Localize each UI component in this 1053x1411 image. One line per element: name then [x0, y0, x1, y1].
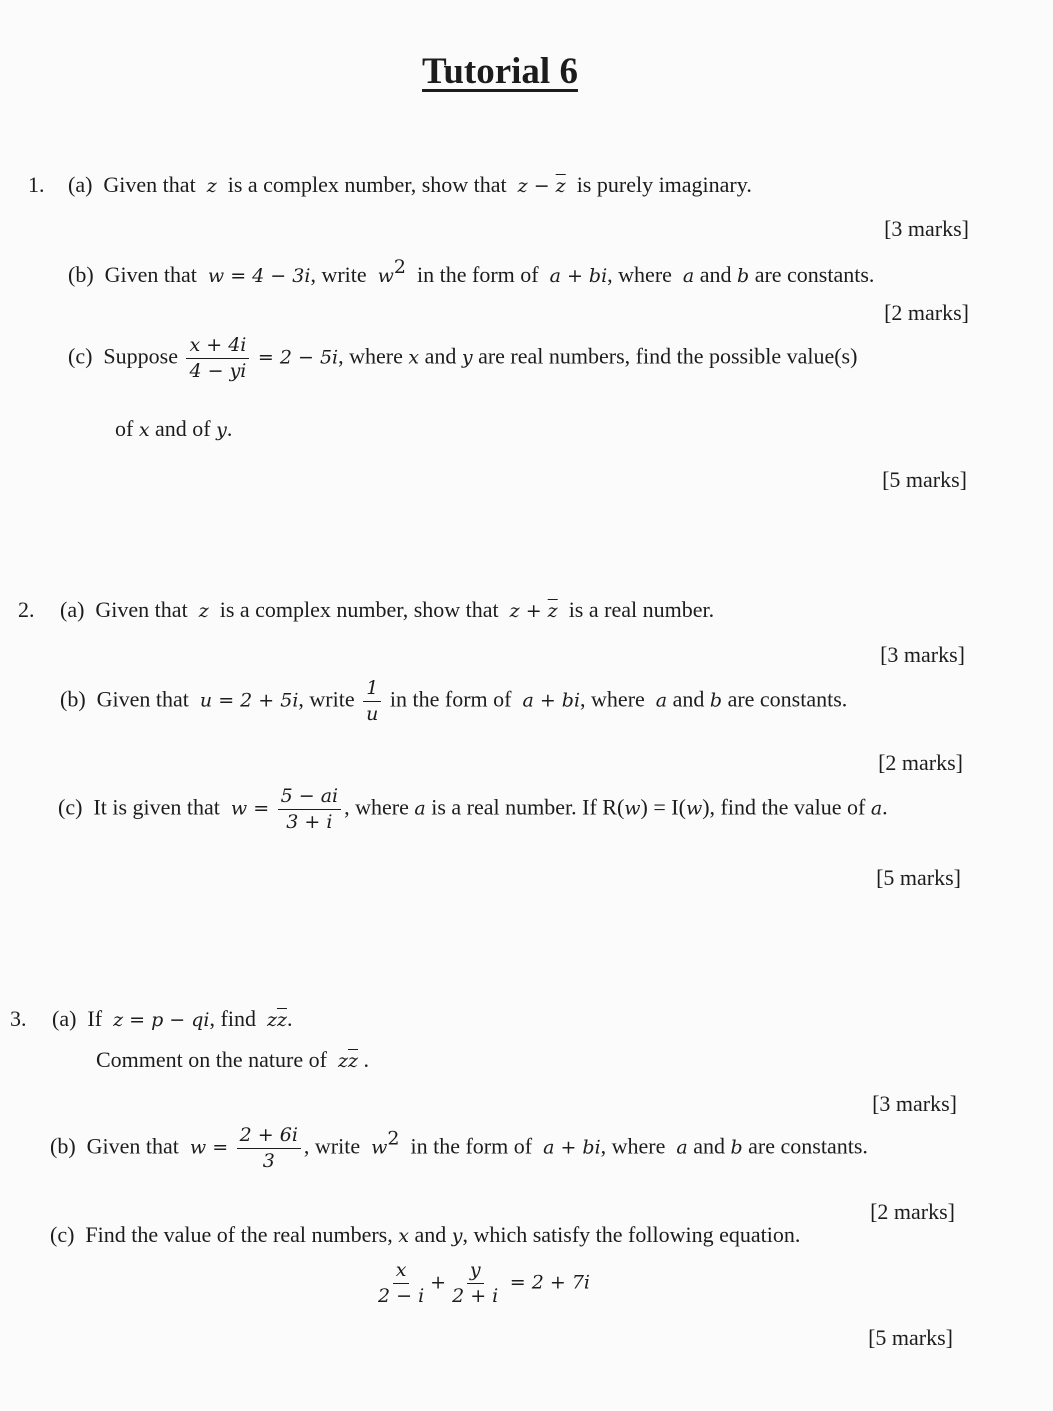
q3b-marks: [2 marks] [870, 1199, 955, 1224]
q2b-marks: [2 marks] [878, 750, 963, 775]
q2c-line: (c) It is given that w = $\frac{5 - ai}{3 + i}$ , where a is a real number. If R(w) = I(w), find the value of a. [58, 785, 888, 833]
q1a-math-expr: $z - \overline{z}$ [517, 175, 566, 197]
q3c-equation: $\frac{x}{2 - i}$ + $\frac{y}{2 + i}$ = 2 + 7i [372, 1260, 590, 1307]
q3c-marks: [5 marks] [868, 1325, 953, 1350]
q2b-fraction: $\frac{1}{u}$ [363, 678, 381, 725]
q1c-fraction: $\frac{x + 4i}{4 - yi}$ [186, 335, 249, 382]
q2a-marks: [3 marks] [880, 642, 965, 667]
q2c-marks: [5 marks] [876, 865, 961, 890]
q3c-line: (c) Find the value of the real numbers, x and y, which satisfy the following equation. [50, 1222, 801, 1247]
q1a-text-1: Given that [103, 172, 196, 197]
q1a-label: (a) [68, 172, 93, 197]
q1a-text-3: is purely imaginary. [576, 172, 752, 197]
q2-number: 2. [18, 597, 35, 622]
q3b-line: (b) Given that w = $\frac{2 + 6i}{3}$ , write $w^2$ in the form of a + bi, where a and b are constants. [50, 1124, 868, 1172]
page-title: Tutorial 6 [422, 51, 578, 92]
q1a-text-2: is a complex number, show that [227, 172, 507, 197]
q3c-fraction-1: $\frac{x}{2 - i}$ [378, 1259, 425, 1307]
q3a-line: (a) If z = p − qi, find $z\overline{z}$. [52, 1006, 293, 1031]
q2c-fraction: $\frac{5 - ai}{3 + i}$ [278, 786, 342, 833]
q1b-line: (b) Given that w = 4 − 3i, write $w^2$ in the form of a + bi, where a and b are constants. [68, 256, 875, 287]
q3b-fraction: $\frac{2 + 6i}{3}$ [237, 1125, 301, 1172]
q1c-line-2: of x and of y. [115, 416, 233, 441]
q1c-marks: [5 marks] [882, 467, 967, 492]
q2b-line: (b) Given that u = 2 + 5i, write $\frac{1}{u}$ in the form of a + bi, where a and b are constants. [60, 677, 848, 725]
q3a-marks: [3 marks] [872, 1091, 957, 1116]
q1-number: 1. [28, 172, 45, 197]
q1a-line [68, 172, 752, 198]
q1a-math-z: z [206, 175, 217, 197]
q3c-fraction-2: $\frac{y}{2 + i}$ [452, 1259, 499, 1307]
q1c-line: (c) Suppose $\frac{x + 4i}{4 - yi}$ = 2 − 5i, where x and y are real numbers, find the possible value(s) [68, 334, 858, 382]
q3-number: 3. [10, 1006, 27, 1031]
q3a-line-2: Comment on the nature of $z\overline{z}$ . [96, 1047, 369, 1072]
q1b-marks: [2 marks] [884, 300, 969, 325]
q2a-line: (a) Given that z is a complex number, show that $z + \overline{z}$ is a real number. [60, 597, 715, 622]
q1a-marks: [3 marks] [884, 216, 969, 241]
